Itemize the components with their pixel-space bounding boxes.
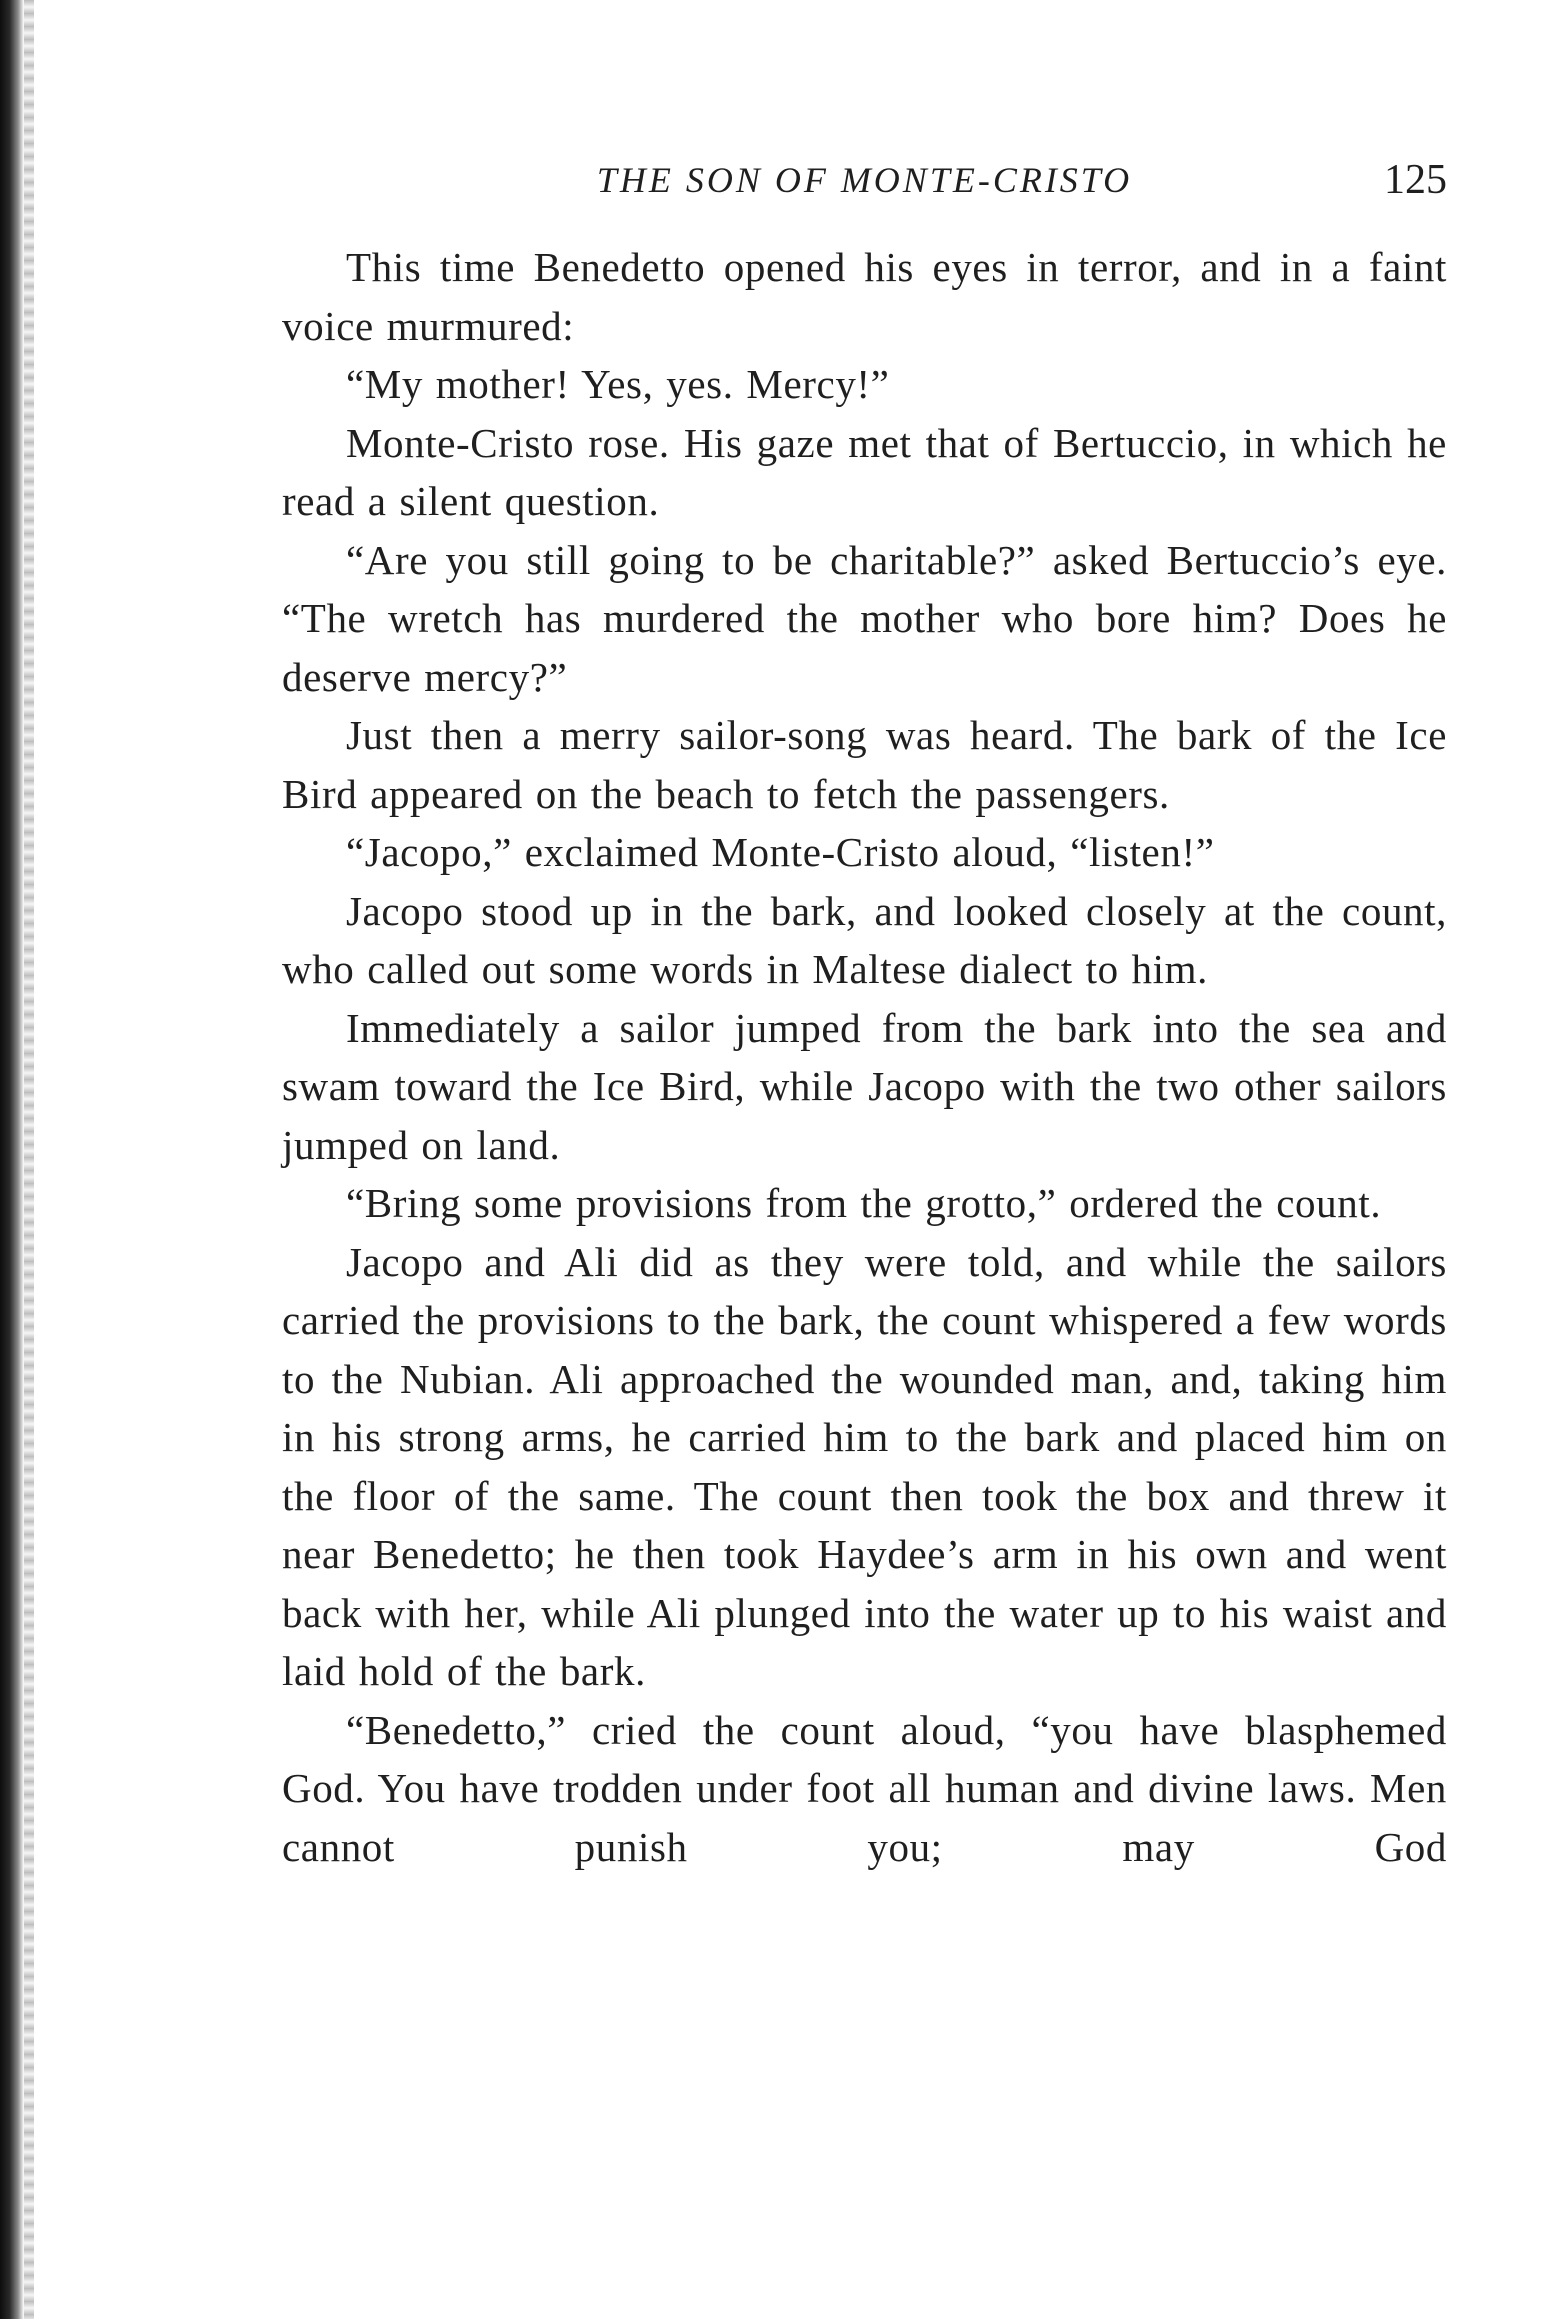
paragraph: This time Benedetto opened his eyes in terror, and in a faint voice murmured: (282, 244, 1447, 349)
page-binding-edge (24, 0, 34, 2319)
paragraph: “Benedetto,” cried the count aloud, “you have blasphemed God. You have trodden under foot all human and divine laws. Men cannot punish you; may God (282, 1706, 1447, 1870)
paragraph: “Bring some provisions from the grotto,” ordered the count. (346, 1180, 1382, 1226)
page-header (282, 150, 1447, 210)
paragraph: Just then a merry sailor-song was heard. The bark of the Ice Bird appeared on the beach to fetch the passengers. (282, 712, 1447, 817)
running-title: THE SON OF MONTE-CRISTO (596, 160, 1133, 200)
paragraph: Immediately a sailor jumped from the bark into the sea and swam toward the Ice Bird, while Jacopo with the two other sailors jumped on land. (282, 1004, 1447, 1168)
page-number: 125 (1384, 157, 1447, 203)
paragraph: “My mother! Yes, yes. Mercy!” (346, 361, 890, 407)
paragraph: “Jacopo,” exclaimed Monte-Cristo aloud, “listen!” (346, 829, 1215, 875)
paragraph: Jacopo stood up in the bark, and looked closely at the count, who called out some words in Maltese dialect to him. (282, 887, 1447, 992)
paragraph: Jacopo and Ali did as they were told, and while the sailors carried the provisions to the bark, the count whispered a few words to the Nubian. Ali approached the wounded man, and, taking him in his strong arms, he carried him to the bark and placed him on the floor of the same. The count then took the box and threw it near Benedetto; he then took Haydee’s arm in his own and went back with her, while Ali plunged into the water up to his waist and laid hold of the bark. (282, 1238, 1447, 1694)
paragraph: Monte-Cristo rose. His gaze met that of Bertuccio, in which he read a silent question. (282, 419, 1447, 524)
book-spine-shadow (0, 0, 24, 2319)
body-text (282, 238, 1447, 1876)
paragraph: “Are you still going to be charitable?” asked Bertuccio’s eye. “The wretch has murdered the mother who bore him? Does he deserve mercy?” (282, 536, 1447, 700)
